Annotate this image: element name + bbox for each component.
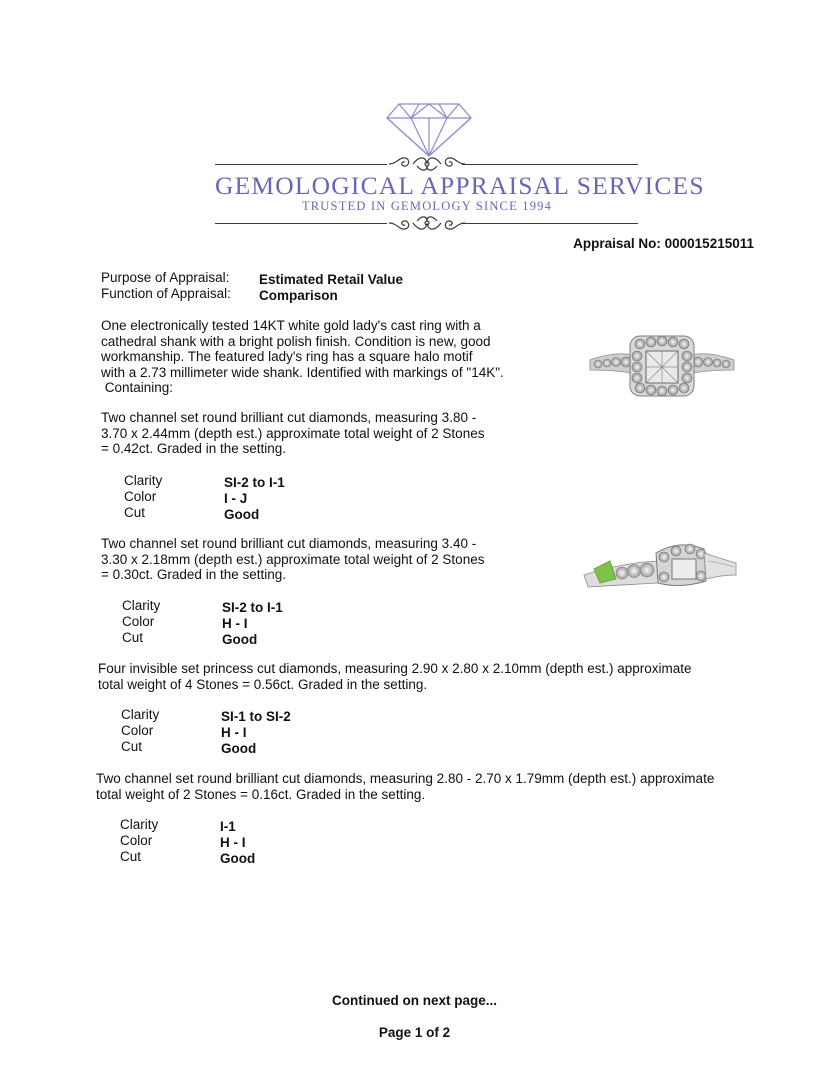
color-label: Color bbox=[124, 489, 157, 504]
page-number: Page 1 of 2 bbox=[378, 1025, 451, 1040]
flourish-ornament-icon bbox=[387, 212, 467, 234]
header-divider bbox=[215, 223, 387, 224]
ring-side-view-image bbox=[580, 535, 740, 601]
cut-label: Cut bbox=[124, 505, 146, 520]
color-label: Color bbox=[121, 723, 154, 738]
clarity-label: Clarity bbox=[124, 473, 163, 488]
color-value: H - I bbox=[220, 835, 246, 850]
cut-value: Good bbox=[222, 632, 258, 647]
stone-description-line: Two channel set round brilliant cut diamonds, measuring 3.40 - bbox=[101, 536, 477, 551]
company-tagline: TRUSTED IN GEMOLOGY SINCE 1994 bbox=[301, 199, 553, 213]
cut-value: Good bbox=[220, 851, 256, 866]
color-value: H - I bbox=[222, 616, 248, 631]
stone-description bbox=[98, 661, 692, 692]
clarity-label: Clarity bbox=[120, 817, 159, 832]
clarity-value: I-1 bbox=[220, 819, 236, 834]
color-label: Color bbox=[122, 614, 155, 629]
description-line: with a 2.73 millimeter wide shank. Identified with markings of "14K". bbox=[101, 364, 504, 380]
stone-description-line: 3.30 x 2.18mm (depth est.) approximate total weight of 2 Stones bbox=[101, 551, 485, 567]
color-value: I - J bbox=[224, 491, 248, 506]
cut-value: Good bbox=[221, 741, 257, 756]
stone-description-line: Four invisible set princess cut diamonds, measuring 2.90 x 2.80 x 2.10mm (depth est.) approximate bbox=[98, 661, 692, 676]
stone-description bbox=[101, 536, 484, 583]
purpose-label: Purpose of Appraisal: bbox=[101, 270, 230, 285]
stone-description-line: total weight of 4 Stones = 0.56ct. Graded in the setting. bbox=[98, 676, 428, 692]
item-description bbox=[101, 318, 504, 396]
stone-description-line: Two channel set round brilliant cut diamonds, measuring 3.80 - bbox=[101, 410, 477, 425]
header-divider bbox=[462, 223, 638, 224]
color-label: Color bbox=[120, 833, 153, 848]
cut-label: Cut bbox=[122, 630, 144, 645]
clarity-value: SI-2 to I-1 bbox=[224, 475, 285, 490]
company-name: GEMOLOGICAL APPRAISAL SERVICES bbox=[215, 171, 705, 200]
stone-description-line: Two channel set round brilliant cut diamonds, measuring 2.80 - 2.70 x 1.79mm (depth est.) approximate bbox=[96, 771, 715, 786]
cut-label: Cut bbox=[121, 739, 143, 754]
clarity-value: SI-1 to SI-2 bbox=[221, 709, 291, 724]
stone-description-line: = 0.42ct. Graded in the setting. bbox=[101, 441, 286, 456]
color-value: H - I bbox=[221, 725, 247, 740]
stone-description bbox=[96, 771, 714, 802]
stone-description-line: total weight of 2 Stones = 0.16ct. Graded in the setting. bbox=[96, 786, 426, 802]
clarity-label: Clarity bbox=[121, 707, 160, 722]
clarity-label: Clarity bbox=[122, 598, 161, 613]
clarity-value: SI-2 to I-1 bbox=[222, 600, 283, 615]
appraisal-number-value: 000015215011 bbox=[664, 236, 754, 251]
header-divider bbox=[462, 164, 638, 165]
purpose-value: Estimated Retail Value bbox=[259, 272, 404, 287]
stone-description-line: = 0.30ct. Graded in the setting. bbox=[101, 567, 286, 582]
cut-value: Good bbox=[224, 507, 260, 522]
appraisal-number-label: Appraisal No: bbox=[573, 236, 661, 251]
cut-label: Cut bbox=[120, 849, 142, 864]
header-divider bbox=[215, 164, 387, 165]
description-line: Containing: bbox=[101, 380, 174, 395]
appraisal-number bbox=[560, 236, 754, 251]
description-line: workmanship. The featured lady's ring has a square halo motif bbox=[101, 349, 473, 364]
stone-description-line: 3.70 x 2.44mm (depth est.) approximate total weight of 2 Stones bbox=[101, 425, 485, 441]
description-line: One electronically tested 14KT white gold lady's cast ring with a bbox=[101, 318, 481, 333]
ring-top-view-image bbox=[588, 330, 736, 400]
continued-notice: Continued on next page... bbox=[332, 993, 497, 1008]
function-value: Comparison bbox=[259, 288, 338, 303]
function-label: Function of Appraisal: bbox=[101, 286, 231, 301]
stone-description bbox=[101, 410, 484, 457]
description-line: cathedral shank with a bright polish finish. Condition is new, good bbox=[101, 333, 491, 349]
diamond-logo-icon bbox=[385, 98, 473, 158]
